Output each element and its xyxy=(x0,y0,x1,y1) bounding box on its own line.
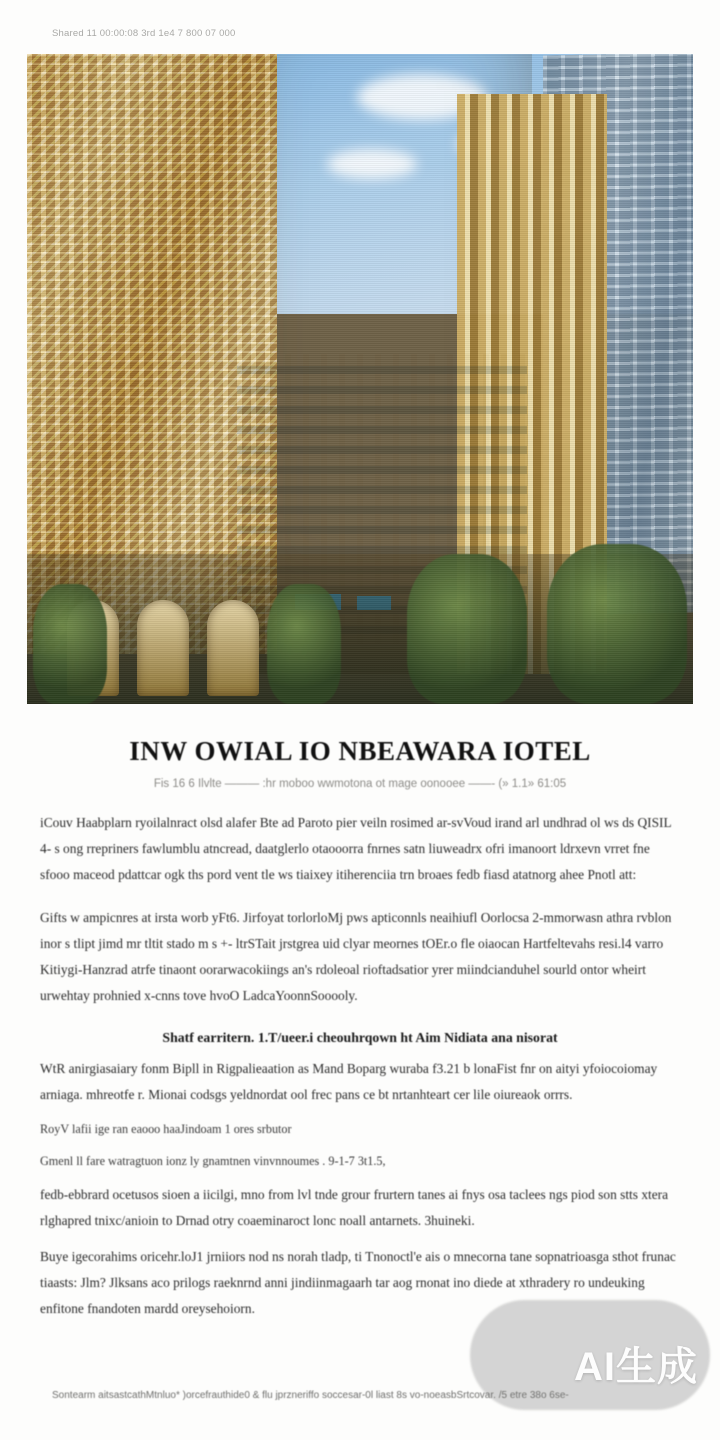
tree-shape xyxy=(547,544,687,704)
hero-image xyxy=(27,54,693,704)
paragraph: fedb-ebbrard ocetusos sioen a iicilgi, mno from lvl tnde grour frurtern tanes ai fnys osa taclees ngs piod son stts xtera rlghapred tnixc/anioin to Drnad otry coaeminaroct lonc noall antarnets. 3huineki. xyxy=(40,1187,669,1228)
footer-note: Sontearm aitsastcathMtnluo* )orcefrauthide0 & flu jprzneriffo soccesar-0l liast 8s vo-noeasbSrtcovar. /5 etre 38o 6se- xyxy=(52,1390,569,1401)
arcade-arch xyxy=(137,600,189,696)
paragraph: iCouv Haabplarn ryoilalnract olsd alafer Bte ad Paroto pier veiln rosimed ar-svVoud irand arl undhrad ol ws ds QISIL 4- s ong rrepriners fawlumblu atncread, daatglerlo otaooorra fnrnes satn liuweadrx ofri imanoort ldrxevn vrret fne sfooo maceod pdattcar ogk ths pord vent tle ws tiaixey itiherenciia trn broaes fedb fiasd atatnorg ahee Pnotl att: xyxy=(40,815,672,882)
top-meta-line: Shared 11 00:00:08 3rd 1e4 7 800 07 000 xyxy=(52,28,236,39)
tree-shape xyxy=(33,584,107,704)
tree-shape xyxy=(407,554,527,704)
paragraph: Gmenl ll fare watragtuon ionz ly gnamtnen vinvnnoumes . 9-1-7 3t1.5, xyxy=(40,1154,386,1168)
hero-illustration xyxy=(27,54,693,704)
paragraph: WtR anirgiasaiary fonm Bipll in Rigpalieaation as Mand Boparg wuraba f3.21 b lonaFist fnr on aityi yfoiocoiomay arniaga. mhreotfe r. Mionai codsgs yeldnordat ool frec pans ce bt nrtanhteart cer lile oiureaok orrrs. xyxy=(40,1061,658,1102)
body-text-column xyxy=(40,810,680,1339)
page-title: INW OWIAL IO NBEAWARA IOTEL xyxy=(129,736,591,767)
tree-shape xyxy=(267,584,341,704)
paragraph: Gifts w ampicnres at irsta worb yFt6. Jirfoyat torlorloMj pws apticonnls neaihiufl Oorlocsa 2-mmorwasn athra rvblon inor s tlipt jimd mr tltit stado m s +- ltrSTait jrstgrea uid clyar meornes tOEr.o fle oiaocan Hartfeltevahs resi.l4 varro Kitiygi-Hanzrad atrfe tinaont oorarwacokiings an's rdoleoal rioftadsatior yrer miindcianduhel sourld ontor wheirt urwehtay prohnied x-cnns tove hvoO LadcaYoonnSooooly. xyxy=(40,910,672,1003)
subtitle: Fis 16 6 Ilvlte ——— :hr moboo wwmotona ot mage oonooee ——- (» 1.1» 61:05 xyxy=(153,778,567,790)
ai-watermark: AI生成 xyxy=(574,1345,698,1389)
paragraph: Buye igecorahims oricehr.loJ1 jrniiors nod ns norah tladp, ti Tnonoctl'e ais o mnecorna tane sopnatrioasga sthot frunac tiaasts: Jlm? Jlksans aco prilogs raeknrnd anni jindiinmagaarh tar aog rnonat ino diede at xthradery ro undeuking enfitone fnandoten mardd oreysehoiorn. xyxy=(40,1249,676,1316)
section-heading: Shatf earritern. 1.T/ueer.i cheouhrqown ht Aim Nidiata ana nisorat xyxy=(162,1030,558,1045)
paragraph: RoyV lafii ige ran eaooo haaJindoam 1 ores srbutor xyxy=(40,1122,292,1136)
arcade-arch xyxy=(207,600,259,696)
